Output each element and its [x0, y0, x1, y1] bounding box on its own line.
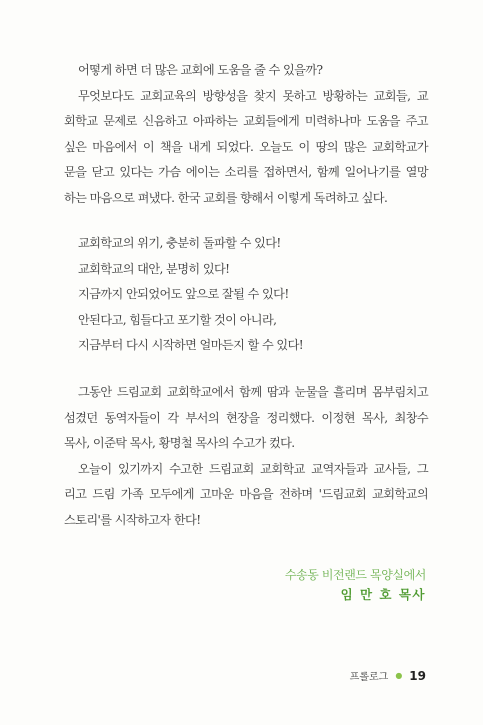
text-line: 교회학교의 대안, 분명히 있다!: [78, 261, 230, 276]
signature-block: [285, 566, 426, 604]
text-line: 오늘이 있기까지 수고한 드림교회 교회학교 교역자들과 교사들, 그: [78, 461, 428, 476]
text-line: 목사, 이준탁 목사, 황명철 목사의 수고가 컸다.: [64, 436, 295, 451]
signature-name: 임 만 호 목사: [340, 587, 426, 602]
text-line: 그동안 드림교회 교회학교에서 함께 땀과 눈물을 흘리며 몸부림치고: [78, 385, 428, 399]
text-line: 문을 닫고 있다는 가슴 에이는 소리를 접하면서, 함께 일어나기를 열망: [64, 165, 428, 180]
text-line: 리고 드림 가족 모두에게 고마운 마음을 전하며 '드림교회 교회학교의: [64, 487, 428, 502]
signature-place: 수송동 비전랜드 목양실에서: [284, 568, 426, 582]
page-footer: [350, 668, 426, 683]
text-line: 무엇보다도 교회교육의 방향성을 찾지 못하고 방황하는 교회들, 교: [78, 88, 428, 103]
text-line: 회학교 문제로 신음하고 아파하는 교회들에게 미력하나마 도움을 주고: [64, 114, 428, 129]
text-line: 싶은 마음에서 이 책을 내게 되었다. 오늘도 이 땅의 많은 교회학교가: [64, 139, 428, 154]
text-line: 하는 마음으로 펴냈다. 한국 교회를 향해서 이렇게 독려하고 싶다.: [64, 190, 388, 205]
text-line: 안된다고, 힘들다고 포기할 것이 아니라,: [78, 312, 277, 327]
footer-section-title: 프롤로그: [349, 672, 389, 683]
page-number: 19: [409, 668, 426, 683]
text-line: 지금까지 안되었어도 앞으로 잘될 수 있다!: [78, 287, 289, 302]
paragraph-thanks: [64, 380, 428, 534]
text-line: 교회학교의 위기, 충분히 돌파할 수 있다!: [78, 236, 281, 250]
paragraph-intro: [64, 58, 428, 212]
text-line: 스토리'를 시작하고자 한다!: [64, 512, 201, 527]
paragraph-declarations: [64, 231, 428, 359]
text-line: 지금부터 다시 시작하면 얼마든지 할 수 있다!: [78, 338, 304, 353]
text-line: 어떻게 하면 더 많은 교회에 도움을 줄 수 있을까?: [78, 63, 323, 77]
bullet-dot-icon: ●: [395, 671, 403, 680]
text-line: 섬겼던 동역자들이 각 부서의 현장을 정리했다. 이정현 목사, 최창수: [64, 410, 428, 425]
